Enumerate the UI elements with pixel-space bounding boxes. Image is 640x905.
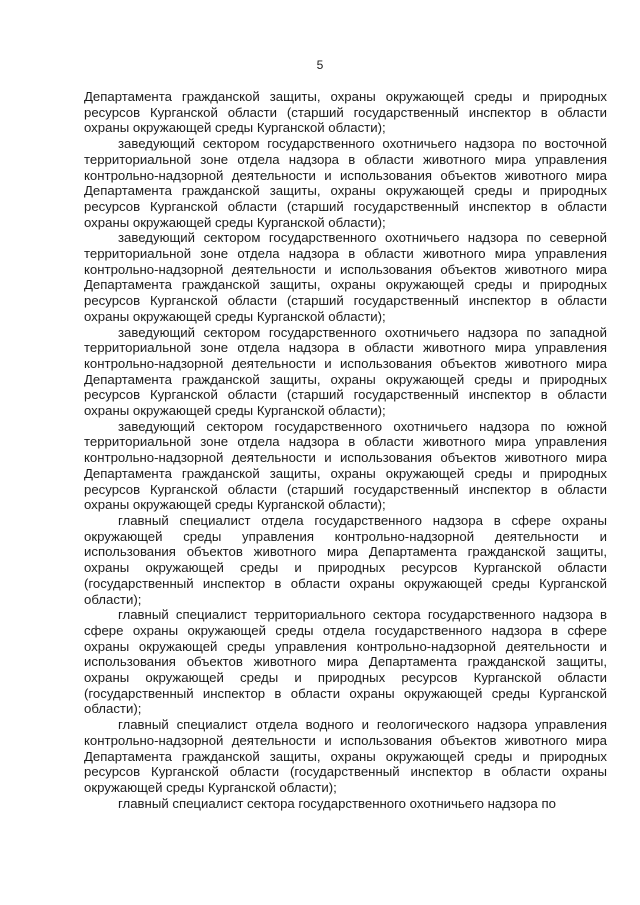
paragraph-hunting-sector-specialist: главный специалист сектора государственного охотничьего надзора по <box>118 795 556 811</box>
page-number: 5 <box>316 58 324 72</box>
paragraph-env-supervision-specialist: главный специалист отдела государственного надзора в сфере охраны окружающей среды управления контрольно-надзорной деятельности и использования объектов животного мира Департамента гражданской защиты, охраны окружающей среды и природных ресурсов Курганской области (государственный инспектор в области охраны окружающей среды Курганской области); <box>84 512 607 607</box>
document-body <box>84 89 607 811</box>
paragraph-west-zone-head: заведующий сектором государственного охотничьего надзора по западной территориальной зоне отдела надзора в области животного мира управления контрольно-надзорной деятельности и использования объектов животного мира Департамента гражданской защиты, охраны окружающей среды и природных ресурсов Курганской области (старший государственный инспектор в области охраны окружающей среды Курганской области); <box>84 324 607 419</box>
paragraph-continuation: Департамента гражданской защиты, охраны окружающей среды и природных ресурсов Курганской области (старший государственный инспектор в области охраны окружающей среды Курганской области); <box>84 89 607 136</box>
paragraph-south-zone-head: заведующий сектором государственного охотничьего надзора по южной территориальной зоне отдела надзора в области животного мира управления контрольно-надзорной деятельности и использования объектов животного мира Департамента гражданской защиты, охраны окружающей среды и природных ресурсов Курганской области (старший государственный инспектор в области охраны окружающей среды Курганской области); <box>84 418 607 513</box>
paragraph-east-zone-head: заведующий сектором государственного охотничьего надзора по восточной территориальной зоне отдела надзора в области животного мира управления контрольно-надзорной деятельности и использования объектов животного мира Департамента гражданской защиты, охраны окружающей среды и природных ресурсов Курганской области (старший государственный инспектор в области охраны окружающей среды Курганской области); <box>84 136 607 230</box>
paragraph-territorial-sector-specialist: главный специалист территориального сектора государственного надзора в сфере охраны окружающей среды отдела государственного надзора в сфере охраны окружающей среды управления контрольно-надзорной деятельности и использования объектов животного мира Департамента гражданской защиты, охраны окружающей среды и природных ресурсов Курганской области (государственный инспектор в области охраны окружающей среды Курганской области); <box>84 607 607 717</box>
paragraph-water-geology-specialist: главный специалист отдела водного и геологического надзора управления контрольно-надзорной деятельности и использования объектов животного мира Департамента гражданской защиты, охраны окружающей среды и природных ресурсов Курганской области (государственный инспектор в области охраны окружающей среды Курганской области); <box>84 717 607 795</box>
paragraph-north-zone-head: заведующий сектором государственного охотничьего надзора по северной территориальной зоне отдела надзора в области животного мира управления контрольно-надзорной деятельности и использования объектов животного мира Департамента гражданской защиты, охраны окружающей среды и природных ресурсов Курганской области (старший государственный инспектор в области охраны окружающей среды Курганской области); <box>84 230 607 324</box>
